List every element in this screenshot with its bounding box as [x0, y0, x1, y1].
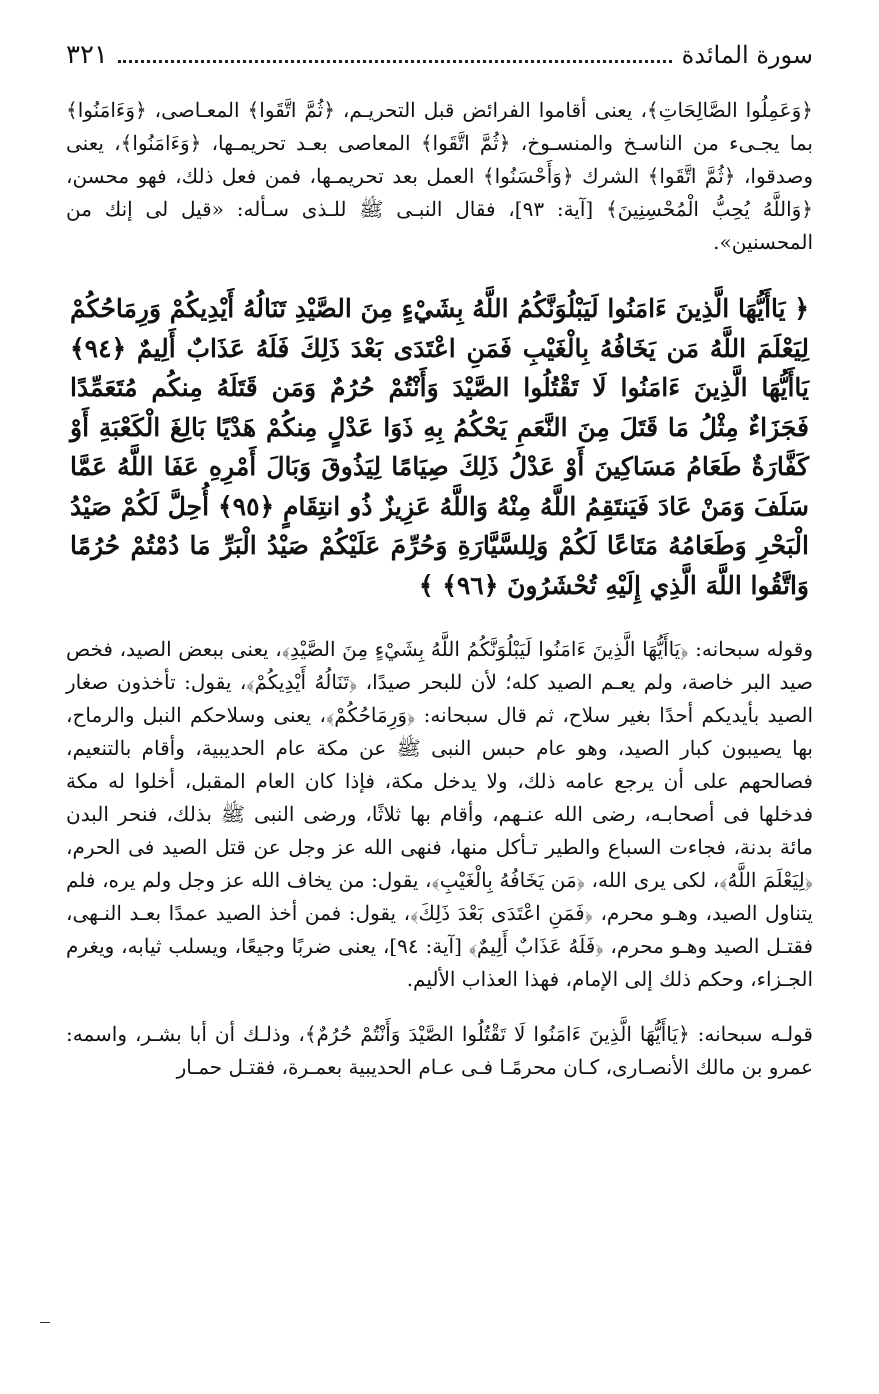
header-dotted-leader: [118, 60, 672, 63]
commentary-paragraph-3: قولـه سبحانه: ﴿يَاأَيُّهَا الَّذِينَ ءَامَنُوا لَا تَقْتُلُوا الصَّيْدَ وَأَنْتُمْ حُرُمٌ﴾، وذلـك أن أبا بشـر، واسمه: عمرو بن مالك الأنصـارى، كـان محرمًـا فـى عـام الحديبية بعمـرة، فقتـل حمـار: [66, 1022, 813, 1079]
commentary-paragraph-2: وقوله سبحانه: ﴿يَاأَيُّهَا الَّذِينَ ءَامَنُوا لَيَبْلُوَنَّكُمُ اللَّهُ بِشَيْءٍ مِنَ الصَّيْدِ﴾، يعنى ببعض الصيد، فخص صيد البر خاصة، ولم يعـم الصيد كله؛ لأن للبحر صيدًا، ﴿تَنَالُهُ أَيْدِيكُمْ﴾، يقول: تأخذون صغار الصيد بأيديكم أحدًا بغير سلاح، ثم قال سبحانه: ﴿وَرِمَاحُكُمْ﴾، يعنى وسلاحكم النبل والرماح، بها يصيبون كبار الصيد، وهو عام حبس النبى ﷺ عن مكة عام الحديبية، وأقام بالتنعيم، فصالحهم على أن يرجع عامه ذلك، ولا يدخل مكة، فإذا كان العام المقبل، أخلوا له مكة فدخلها فى أصحابـه، رضى الله عنـهم، وأقام بها ثلاثًا، ورضى النبى ﷺ بذلك، فنحر البدن مائة بدنة، فجاءت السباع والطير تـأكل منها، فنهى الله عز وجل عن قتل الصيد فى الحرم، ﴿لِيَعْلَمَ اللَّهُ﴾، لكى يرى الله، ﴿مَن يَخَافُهُ بِالْغَيْبِ﴾، يقول: من يخاف الله عز وجل ولم يره، فلم يتناول الصيد، وهـو محرم، ﴿فَمَنِ اعْتَدَى بَعْدَ ذَلِكَ﴾، يقول: فمن أخذ الصيد عمدًا بعـد النـهى، فقتـل الصيد وهـو محرم، ﴿فَلَهُ عَذَابٌ أَلِيمٌ﴾ [آية: ٩٤]، يعنى ضربًا وجيعًا، ويسلب ثيابه، ويغرم الجـزاء، وحكم ذلك إلى الإمام، فهذا العذاب الأليم.: [66, 637, 814, 991]
surah-title: سورة المائدة: [681, 41, 813, 69]
commentary-paragraph-1: ﴿وَعَمِلُوا الصَّالِحَاتِ﴾، يعنى أقاموا الفرائض قبل التحريـم، ﴿ثُمَّ اتَّقَوا﴾ المعـاصى، ﴿وَءَامَنُوا﴾ بما يجـىء من الناسـخ والمنسـوخ، ﴿ثُمَّ اتَّقَوا﴾ المعاصى بعـد تحريمـها، ﴿وَءَامَنُوا﴾، يعنى وصدقوا، ﴿ثُمَّ اتَّقَوا﴾ الشرك ﴿وَأَحْسَنُوا﴾ العمل بعد تحريمـها، فمن فعل ذلك، فهو محسن، ﴿وَاللَّهُ يُحِبُّ الْمُحْسِنِينَ﴾ [آية: ٩٣]، فقال النبـى ﷺ للـذى سـأله: «قيل لى إنك من المحسنين».: [66, 98, 814, 254]
margin-mark: [40, 1322, 50, 1323]
page-header: [66, 40, 813, 84]
quran-verse-block: ﴿ يَاأَيُّهَا الَّذِينَ ءَامَنُوا لَيَبْلُوَنَّكُمُ اللَّهُ بِشَيْءٍ مِنَ الصَّيْدِ تَنَالُهُ أَيْدِيكُمْ وَرِمَاحُكُمْ لِيَعْلَمَ اللَّهُ مَن يَخَافُهُ بِالْغَيْبِ فَمَنِ اعْتَدَى بَعْدَ ذَلِكَ فَلَهُ عَذَابٌ أَلِيمٌ ﴿٩٤﴾ يَاأَيُّهَا الَّذِينَ ءَامَنُوا لَا تَقْتُلُوا الصَّيْدَ وَأَنْتُمْ حُرُمٌ وَمَن قَتَلَهُ مِنكُم مُتَعَمِّدًا فَجَزَاءٌ مِثْلُ مَا قَتَلَ مِنَ النَّعَمِ يَحْكُمُ بِهِ ذَوَا عَدْلٍ مِنكُمْ هَدْيًا بَالِغَ الْكَعْبَةِ أَوْ كَفَّارَةٌ طَعَامُ مَسَاكِينَ أَوْ عَدْلُ ذَلِكَ صِيَامًا لِيَذُوقَ وَبَالَ أَمْرِهِ عَفَا اللَّهُ عَمَّا سَلَفَ وَمَنْ عَادَ فَيَنتَقِمُ اللَّهُ مِنْهُ وَاللَّهُ عَزِيزٌ ذُو انتِقَامٍ ﴿٩٥﴾ أُحِلَّ لَكُمْ صَيْدُ الْبَحْرِ وَطَعَامُهُ مَتَاعًا لَكُمْ وَلِلسَّيَّارَةِ وَحُرِّمَ عَلَيْكُمْ صَيْدُ الْبَرِّ مَا دُمْتُمْ حُرُمًا وَاتَّقُوا اللَّهَ الَّذِي إِلَيْهِ تُحْشَرُونَ ﴿٩٦﴾ ﴾: [70, 294, 809, 600]
page-number: ٣٢١: [66, 40, 108, 70]
